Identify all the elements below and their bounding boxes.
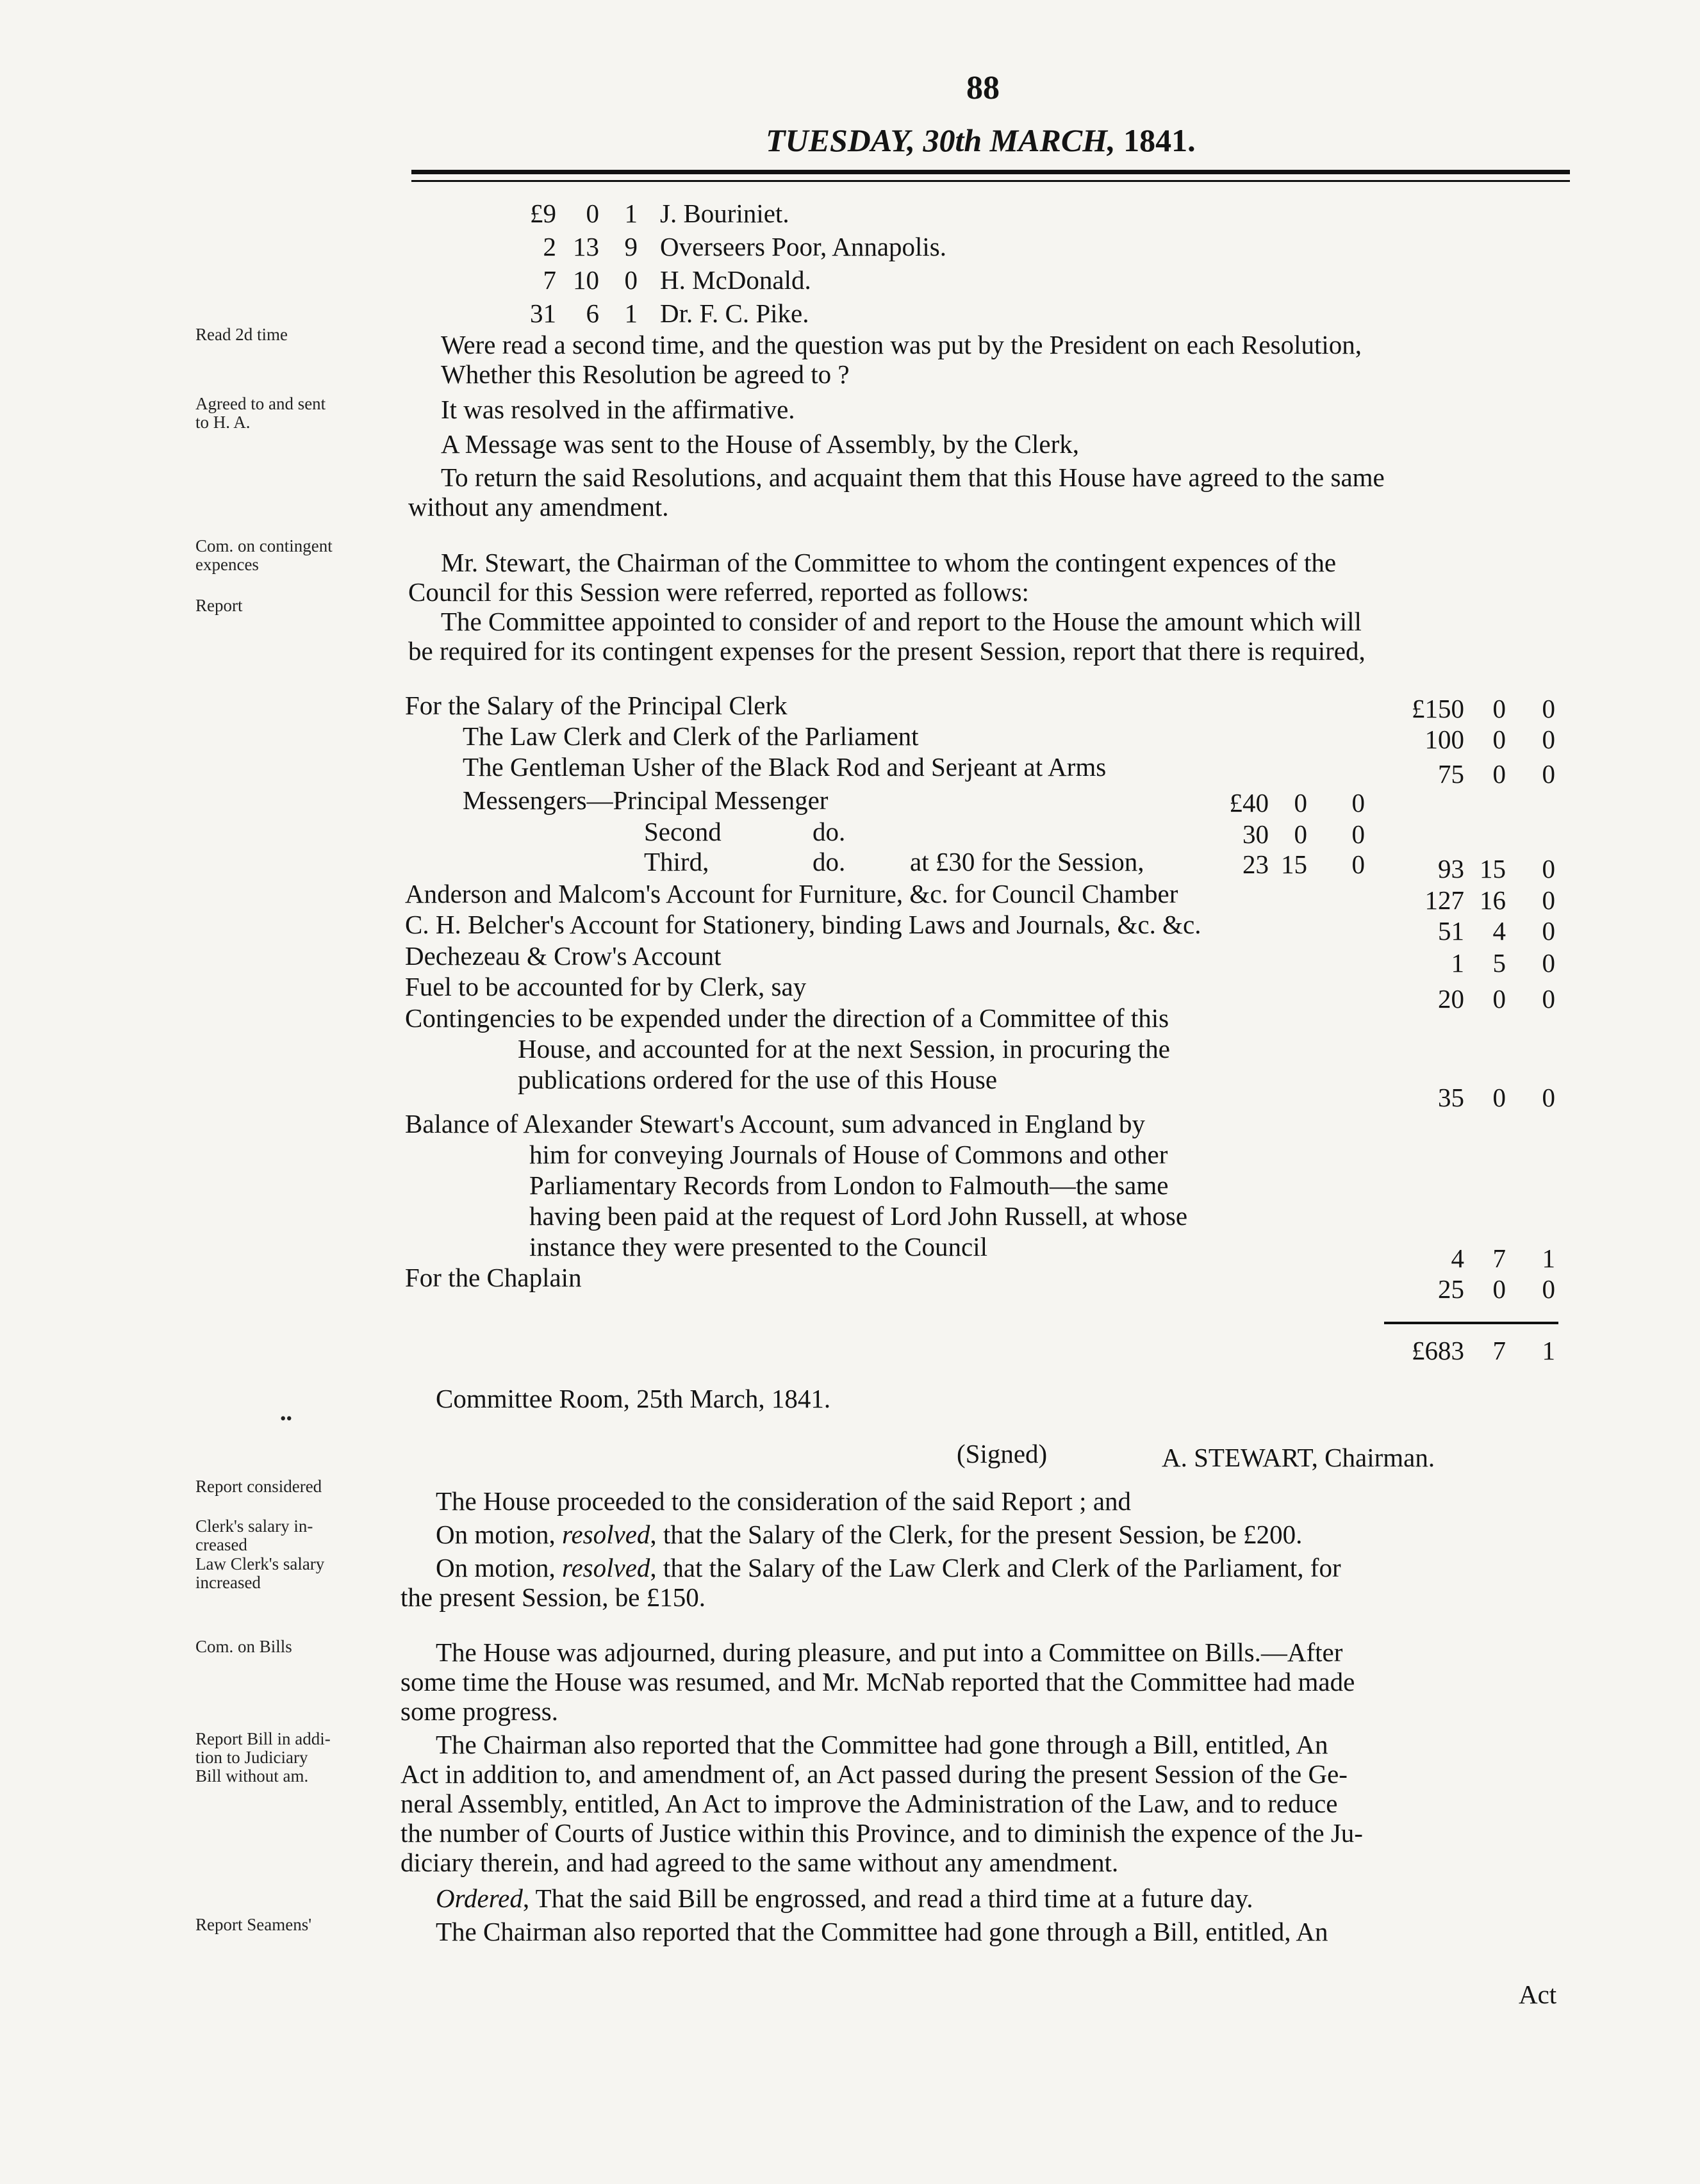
paragraph-line: It was resolved in the affirmative.	[441, 395, 795, 424]
payment-d: 1	[624, 299, 638, 328]
amount-s: 0	[1492, 694, 1506, 723]
item-label: The Gentleman Usher of the Black Rod and Serjeant at Arms	[463, 752, 1107, 782]
signer-name: A. STEWART, Chairman.	[1162, 1443, 1435, 1472]
item-label-cont: Parliamentary Records from London to Falmouth—the same	[529, 1170, 1169, 1200]
text-span: , that the Salary of the Law Clerk and Clerk of the Parliament, for	[650, 1553, 1341, 1582]
amount-s: 5	[1492, 948, 1506, 978]
item-label-cont: instance they were presented to the Council	[529, 1232, 987, 1261]
amount-l: 93	[1438, 854, 1464, 883]
total-s: 7	[1492, 1336, 1506, 1365]
amount-s: 0	[1492, 759, 1506, 789]
payment-name: Dr. F. C. Pike.	[660, 299, 809, 328]
amount-l: 20	[1438, 984, 1464, 1014]
margin-dots: ••	[280, 1409, 292, 1428]
margin-line: Com. on contingent	[195, 536, 333, 555]
amount-s: 15	[1480, 854, 1506, 883]
text-span: , That the said Bill be engrossed, and read a third time at a future day.	[522, 1884, 1253, 1913]
text-span-italic: Ordered	[436, 1884, 523, 1913]
sub-amount-s: 0	[1294, 819, 1307, 849]
paragraph-line: A Message was sent to the House of Assembly, by the Clerk,	[441, 429, 1080, 459]
item-label: Anderson and Malcom's Account for Furniture, &c. for Council Chamber	[405, 879, 1178, 908]
paragraph-line	[436, 1884, 1253, 1913]
payment-s: 13	[573, 232, 599, 261]
item-note: at £30 for the Session,	[910, 847, 1144, 876]
amount-d: 0	[1542, 694, 1555, 723]
amount-l: £150	[1412, 694, 1464, 723]
item-label-cont: House, and accounted for at the next Session, in procuring the	[518, 1034, 1170, 1063]
sub-amount-l: £40	[1229, 788, 1269, 817]
paragraph-line	[436, 1520, 1302, 1549]
margin-line: Bill without am.	[195, 1766, 309, 1786]
committee-room-date: Committee Room, 25th March, 1841.	[436, 1384, 831, 1413]
margin-note-clerk-salary	[195, 1517, 313, 1554]
amount-d: 0	[1542, 759, 1555, 789]
payment-l: £9	[530, 199, 556, 228]
payment-name: Overseers Poor, Annapolis.	[660, 232, 947, 261]
item-label: For the Salary of the Principal Clerk	[405, 691, 788, 720]
amount-l: 100	[1424, 725, 1464, 754]
amount-d: 0	[1542, 885, 1555, 915]
item-label: C. H. Belcher's Account for Stationery, binding Laws and Journals, &c. &c.	[405, 910, 1201, 939]
amount-s: 0	[1492, 725, 1506, 754]
margin-note-report-seamens: Report Seamens'	[195, 1915, 312, 1934]
margin-line: Clerk's salary in-	[195, 1516, 313, 1536]
paragraph-line: The Chairman also reported that the Committee had gone through a Bill, entitled, An	[436, 1730, 1328, 1759]
payment-name: J. Bouriniet.	[660, 199, 789, 228]
amount-d: 0	[1542, 854, 1555, 883]
item-label: Second	[644, 817, 722, 846]
amount-d: 0	[1542, 1083, 1555, 1112]
header-date: 30th MARCH	[923, 122, 1108, 158]
catchword: Act	[1519, 1980, 1557, 2009]
paragraph-line: The House was adjourned, during pleasure, and put into a Committee on Bills.—After	[436, 1638, 1343, 1667]
total-d: 1	[1542, 1336, 1555, 1365]
header-day: TUESDAY	[766, 122, 907, 158]
page-number: 88	[966, 70, 1000, 106]
margin-note-committee-contingent	[195, 537, 333, 574]
paragraph-line: Act in addition to, and amendment of, an Act passed during the present Session of the Ge-	[400, 1759, 1348, 1789]
page-header: TUESDAY, 30th MARCH, 1841.	[766, 122, 1196, 158]
item-ditto: do.	[813, 847, 846, 876]
sub-amount-l: 30	[1242, 819, 1269, 849]
sub-amount-d: 0	[1351, 850, 1365, 879]
header-year: 1841.	[1123, 122, 1196, 158]
paragraph-line: the present Session, be £150.	[400, 1582, 706, 1612]
payment-d: 0	[624, 265, 638, 295]
item-label-cont: him for conveying Journals of House of Commons and other	[529, 1140, 1168, 1169]
margin-line: creased	[195, 1535, 247, 1554]
total-l: £683	[1412, 1336, 1464, 1365]
amount-s: 0	[1492, 1274, 1506, 1304]
amount-d: 0	[1542, 916, 1555, 946]
payment-s: 6	[586, 299, 599, 328]
amount-l: 127	[1424, 885, 1464, 915]
paragraph-line: The House proceeded to the consideration of the said Report ; and	[436, 1486, 1132, 1516]
amount-d: 0	[1542, 984, 1555, 1014]
item-label-cont: having been paid at the request of Lord John Russell, at whose	[529, 1201, 1188, 1231]
item-label: Messengers—Principal Messenger	[463, 785, 829, 815]
item-label: Balance of Alexander Stewart's Account, sum advanced in England by	[405, 1109, 1146, 1138]
margin-note-agreed	[195, 395, 326, 432]
sub-amount-d: 0	[1351, 788, 1365, 817]
margin-line: increased	[195, 1573, 261, 1592]
item-label: The Law Clerk and Clerk of the Parliament	[463, 721, 919, 751]
paragraph-line: the number of Courts of Justice within this Province, and to diminish the expence of the Ju-	[400, 1818, 1363, 1848]
margin-line: tion to Judiciary	[195, 1748, 308, 1767]
amount-s: 7	[1492, 1244, 1506, 1273]
amount-s: 0	[1492, 1083, 1506, 1112]
paragraph-line: Council for this Session were referred, reported as follows:	[408, 577, 1029, 607]
paragraph-line: The Chairman also reported that the Committee had gone through a Bill, entitled, An	[436, 1917, 1328, 1946]
margin-note-law-clerk-salary	[195, 1555, 324, 1592]
paragraph-line: some progress.	[400, 1696, 558, 1726]
margin-line: Agreed to and sent	[195, 394, 326, 413]
total-rule	[1384, 1322, 1558, 1324]
payment-s: 10	[573, 265, 599, 295]
header-rule-thin	[411, 180, 1570, 182]
amount-l: 75	[1438, 759, 1464, 789]
item-label: Fuel to be accounted for by Clerk, say	[405, 972, 807, 1001]
payment-d: 1	[624, 199, 638, 228]
margin-note-report: Report	[195, 596, 243, 615]
amount-d: 1	[1542, 1244, 1555, 1273]
sub-amount-s: 15	[1281, 850, 1307, 879]
payment-name: H. McDonald.	[660, 265, 811, 295]
margin-note-report-bill	[195, 1730, 331, 1786]
payment-l: 2	[543, 232, 556, 261]
item-ditto: do.	[813, 817, 846, 846]
item-label: For the Chaplain	[405, 1263, 582, 1292]
paragraph-line: Whether this Resolution be agreed to ?	[441, 359, 850, 389]
margin-note-report-considered: Report considered	[195, 1477, 322, 1496]
amount-l: 51	[1438, 916, 1464, 946]
amount-s: 0	[1492, 984, 1506, 1014]
paragraph-line: Were read a second time, and the question was put by the President on each Resolution,	[441, 330, 1362, 359]
text-span-italic: resolved	[562, 1520, 650, 1549]
paragraph-line: To return the said Resolutions, and acquaint them that this House have agreed to the same	[441, 463, 1385, 492]
amount-l: 25	[1438, 1274, 1464, 1304]
paragraph-line: Mr. Stewart, the Chairman of the Committee to whom the contingent expences of the	[441, 548, 1337, 577]
item-label: Contingencies to be expended under the direction of a Committee of this	[405, 1003, 1169, 1033]
amount-l: 35	[1438, 1083, 1464, 1112]
sub-amount-l: 23	[1242, 850, 1269, 879]
sub-amount-s: 0	[1294, 788, 1307, 817]
payment-d: 9	[624, 232, 638, 261]
item-label: Dechezeau & Crow's Account	[405, 941, 722, 971]
amount-d: 0	[1542, 948, 1555, 978]
amount-s: 16	[1480, 885, 1506, 915]
margin-line: Report Bill in addi-	[195, 1729, 331, 1748]
payment-l: 31	[530, 299, 556, 328]
paragraph-line	[436, 1553, 1341, 1582]
header-rule-thick	[411, 170, 1570, 174]
amount-l: 1	[1451, 948, 1464, 978]
amount-d: 0	[1542, 1274, 1555, 1304]
text-span: On motion,	[436, 1553, 563, 1582]
text-span: , that the Salary of the Clerk, for the present Session, be £200.	[650, 1520, 1303, 1549]
amount-s: 4	[1492, 916, 1506, 946]
margin-note-read-second: Read 2d time	[195, 325, 288, 344]
payment-l: 7	[543, 265, 556, 295]
item-label: Third,	[644, 847, 709, 876]
sub-amount-d: 0	[1351, 819, 1365, 849]
paragraph-line: diciary therein, and had agreed to the same without any amendment.	[400, 1848, 1119, 1877]
amount-l: 4	[1451, 1244, 1464, 1273]
paragraph-line: be required for its contingent expenses for the present Session, report that there is required,	[408, 636, 1366, 666]
paragraph-line: some time the House was resumed, and Mr. McNab reported that the Committee had made	[400, 1667, 1355, 1696]
margin-line: expences	[195, 555, 259, 574]
margin-note-committee-bills: Com. on Bills	[195, 1637, 292, 1656]
paragraph-line: neral Assembly, entitled, An Act to improve the Administration of the Law, and to reduce	[400, 1789, 1338, 1818]
margin-line: to H. A.	[195, 413, 251, 432]
amount-d: 0	[1542, 725, 1555, 754]
text-span: On motion,	[436, 1520, 563, 1549]
margin-line: Law Clerk's salary	[195, 1554, 325, 1573]
paragraph-line: The Committee appointed to consider of and report to the House the amount which will	[441, 607, 1362, 636]
payment-s: 0	[586, 199, 599, 228]
paragraph-line: without any amendment.	[408, 492, 669, 521]
signed-label: (Signed)	[957, 1439, 1048, 1468]
item-label-cont: publications ordered for the use of this House	[518, 1065, 998, 1094]
text-span-italic: resolved	[562, 1553, 650, 1582]
